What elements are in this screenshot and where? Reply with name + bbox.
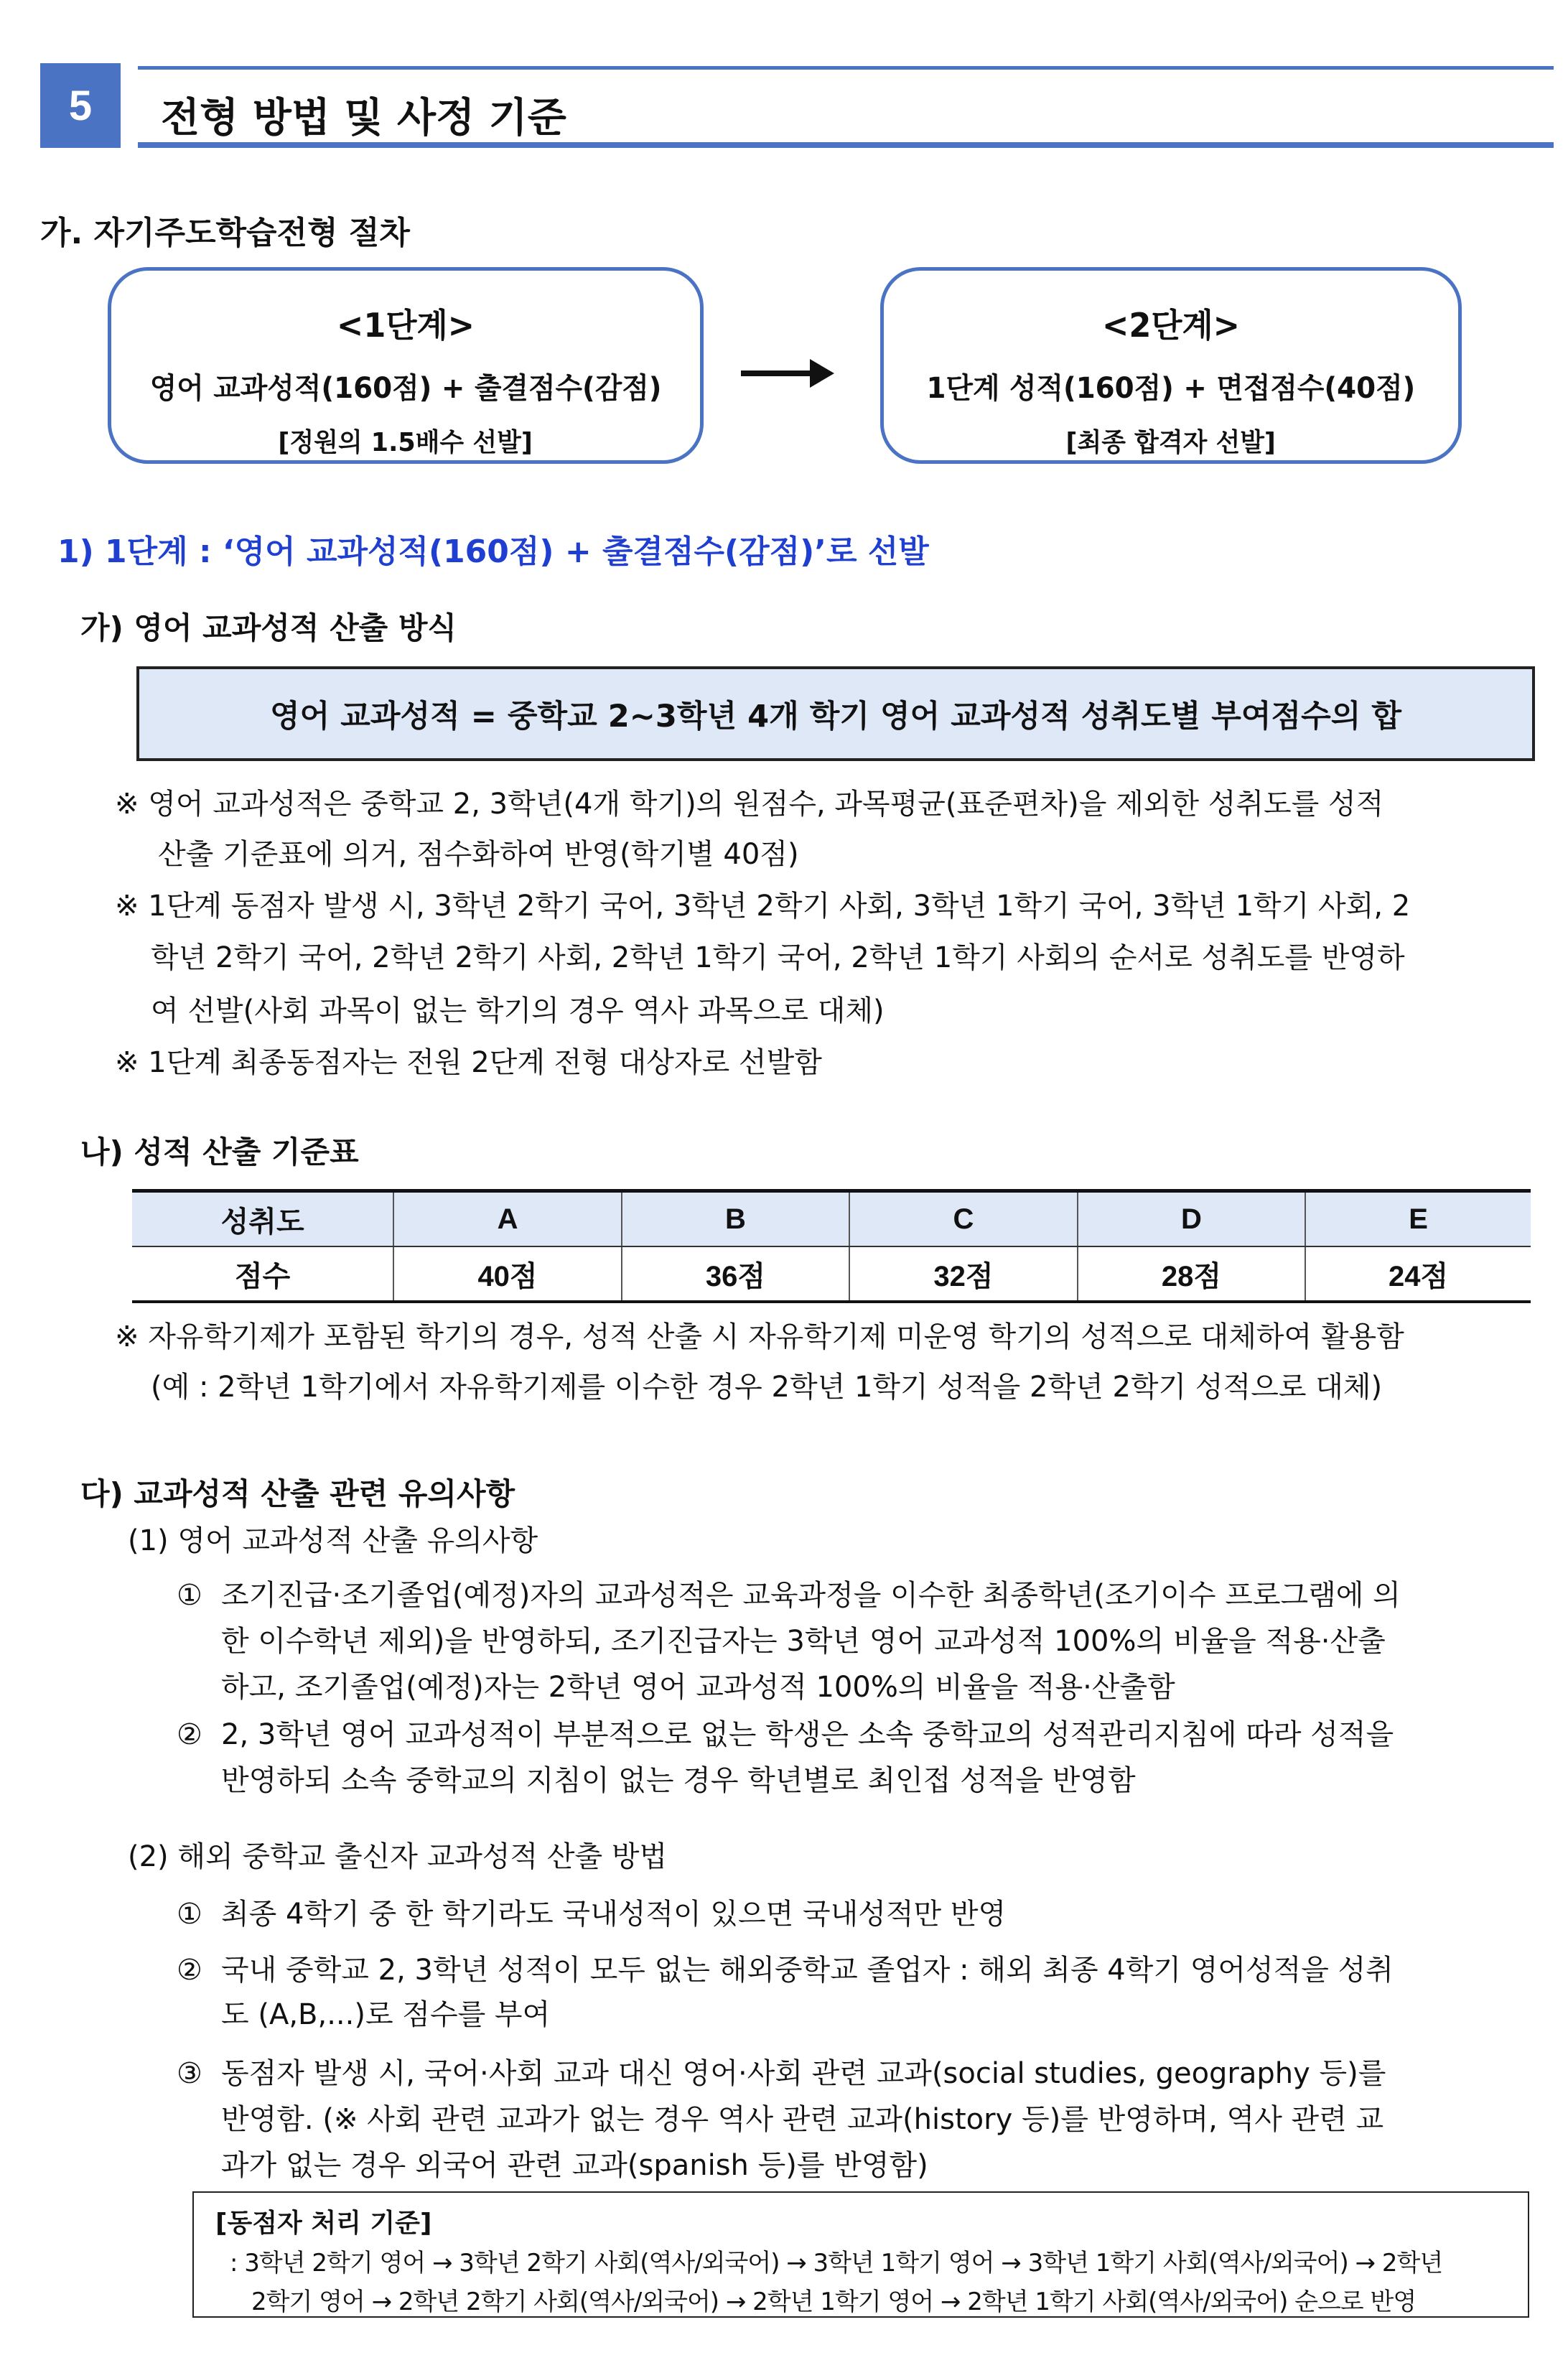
- note-line: ※ 1단계 동점자 발생 시, 3학년 2학기 국어, 3학년 2학기 사회, 3학년 1학기 국어, 3학년 1학기 사회, 2: [115, 890, 1411, 923]
- table-header-cell: B: [622, 1191, 849, 1247]
- stage2-formula: 1단계 성적(160점) + 면접점수(40점): [926, 372, 1416, 405]
- table-header-cell: 성취도: [132, 1191, 393, 1247]
- precautions-heading: 다) 교과성적 산출 관련 유의사항: [80, 1476, 515, 1511]
- item-line: 과가 없는 경우 외국어 관련 교과(spanish 등)를 반영함): [221, 2149, 928, 2182]
- item-line: 한 이수학년 제외)을 반영하되, 조기진급자는 3학년 영어 교과성적 100%의 비율을 적용·산출: [221, 1625, 1386, 1658]
- item-marker: ③: [177, 2057, 202, 2090]
- tiebreak-line: : 3학년 2학기 영어 → 3학년 2학기 사회(역사/외국어) → 3학년 1학기 영어 → 3학년 1학기 사회(역사/외국어) → 2학년: [230, 2249, 1443, 2278]
- tiebreak-line: 2학기 영어 → 2학년 2학기 사회(역사/외국어) → 2학년 1학기 영어 → 2학년 1학기 사회(역사/외국어) 순으로 반영: [251, 2288, 1417, 2316]
- step1-heading: 1) 1단계 : ‘영어 교과성적(160점) + 출결점수(감점)’로 선발: [57, 533, 929, 570]
- stage1-formula: 영어 교과성적(160점) + 출결점수(감점): [149, 372, 662, 405]
- tiebreak-title: [동점자 처리 기준]: [215, 2209, 432, 2238]
- table-row: [132, 1191, 1531, 1247]
- table-cell: 28점: [1078, 1246, 1305, 1302]
- item-line: 최종 4학기 중 한 학기라도 국내성적이 있으면 국내성적만 반영: [221, 1898, 1007, 1931]
- table-cell: 36점: [622, 1246, 849, 1302]
- procedure-heading: 가. 자기주도학습전형 절차: [40, 215, 410, 251]
- table-header-cell: E: [1305, 1191, 1531, 1247]
- note-line: ※ 1단계 최종동점자는 전원 2단계 전형 대상자로 선발함: [115, 1046, 822, 1079]
- table-header-cell: C: [849, 1191, 1077, 1247]
- item-line: 하고, 조기졸업(예정)자는 2학년 영어 교과성적 100%의 비율을 적용·산출함: [221, 1671, 1175, 1704]
- item-line: 2, 3학년 영어 교과성적이 부분적으로 없는 학생은 소속 중학교의 성적관리지침에 따라 성적을: [221, 1718, 1394, 1751]
- score-table-heading: 나) 성적 산출 기준표: [80, 1134, 359, 1170]
- header-rule-top: [138, 66, 1554, 70]
- stage1-box: [108, 267, 704, 464]
- section-number-badge: 5: [40, 63, 121, 148]
- note-line: ※ 영어 교과성적은 중학교 2, 3학년(4개 학기)의 원점수, 과목평균(표준편차)을 제외한 성취도를 성적: [115, 788, 1384, 821]
- table-cell: 24점: [1305, 1246, 1531, 1302]
- table-cell: 32점: [849, 1246, 1077, 1302]
- table-cell: 점수: [132, 1246, 393, 1302]
- item-line: 조기진급·조기졸업(예정)자의 교과성적은 교육과정을 이수한 최종학년(조기이수 프로그램에 의: [221, 1579, 1401, 1612]
- section-title: 전형 방법 및 사정 기준: [161, 95, 566, 141]
- formula-box: 영어 교과성적 = 중학교 2~3학년 4개 학기 영어 교과성적 성취도별 부여점수의 합: [136, 666, 1535, 761]
- item-line: 반영함. (※ 사회 관련 교과가 없는 경우 역사 관련 교과(history 등)를 반영하며, 역사 관련 교: [221, 2103, 1384, 2136]
- item-line: 도 (A,B,...)로 점수를 부여: [221, 1998, 551, 2031]
- item-marker: ②: [177, 1718, 202, 1751]
- item-marker: ②: [177, 1954, 202, 1987]
- item-line: 반영하되 소속 중학교의 지침이 없는 경우 학년별로 최인접 성적을 반영함: [221, 1764, 1136, 1797]
- stage2-title: <2단계>: [1101, 306, 1241, 345]
- subsection-heading: (2) 해외 중학교 출신자 교과성적 산출 방법: [128, 1840, 668, 1873]
- note-line: 산출 기준표에 의거, 점수화하여 반영(학기별 40점): [158, 838, 799, 871]
- table-header-cell: D: [1078, 1191, 1305, 1247]
- note-line: 여 선발(사회 과목이 없는 학기의 경우 역사 과목으로 대체): [151, 994, 885, 1027]
- right-arrow-icon: [741, 352, 834, 395]
- item-marker: ①: [177, 1579, 202, 1612]
- table-row: [132, 1246, 1531, 1302]
- subsection-heading: (1) 영어 교과성적 산출 유의사항: [128, 1524, 538, 1557]
- calc-method-heading: 가) 영어 교과성적 산출 방식: [80, 610, 457, 645]
- stage2-box: [880, 267, 1462, 464]
- table-cell: 40점: [393, 1246, 621, 1302]
- item-marker: ①: [177, 1898, 202, 1931]
- stage1-title: <1단계>: [336, 306, 475, 345]
- stage2-note: [최종 합격자 선발]: [1065, 428, 1277, 457]
- score-table: [132, 1189, 1531, 1303]
- item-line: 동점자 발생 시, 국어·사회 교과 대신 영어·사회 관련 교과(social studies, geography 등)를: [221, 2057, 1386, 2090]
- note-line: 학년 2학기 국어, 2학년 2학기 사회, 2학년 1학기 국어, 2학년 1학기 사회의 순서로 성취도를 반영하: [151, 941, 1405, 974]
- note-line: ※ 자유학기제가 포함된 학기의 경우, 성적 산출 시 자유학기제 미운영 학기의 성적으로 대체하여 활용함: [115, 1320, 1404, 1353]
- note-line: (예 : 2학년 1학기에서 자유학기제를 이수한 경우 2학년 1학기 성적을 2학년 2학기 성적으로 대체): [151, 1371, 1383, 1404]
- table-header-cell: A: [393, 1191, 621, 1247]
- stage1-note: [정원의 1.5배수 선발]: [278, 428, 533, 457]
- item-line: 국내 중학교 2, 3학년 성적이 모두 없는 해외중학교 졸업자 : 해외 최종 4학기 영어성적을 성취: [221, 1954, 1394, 1987]
